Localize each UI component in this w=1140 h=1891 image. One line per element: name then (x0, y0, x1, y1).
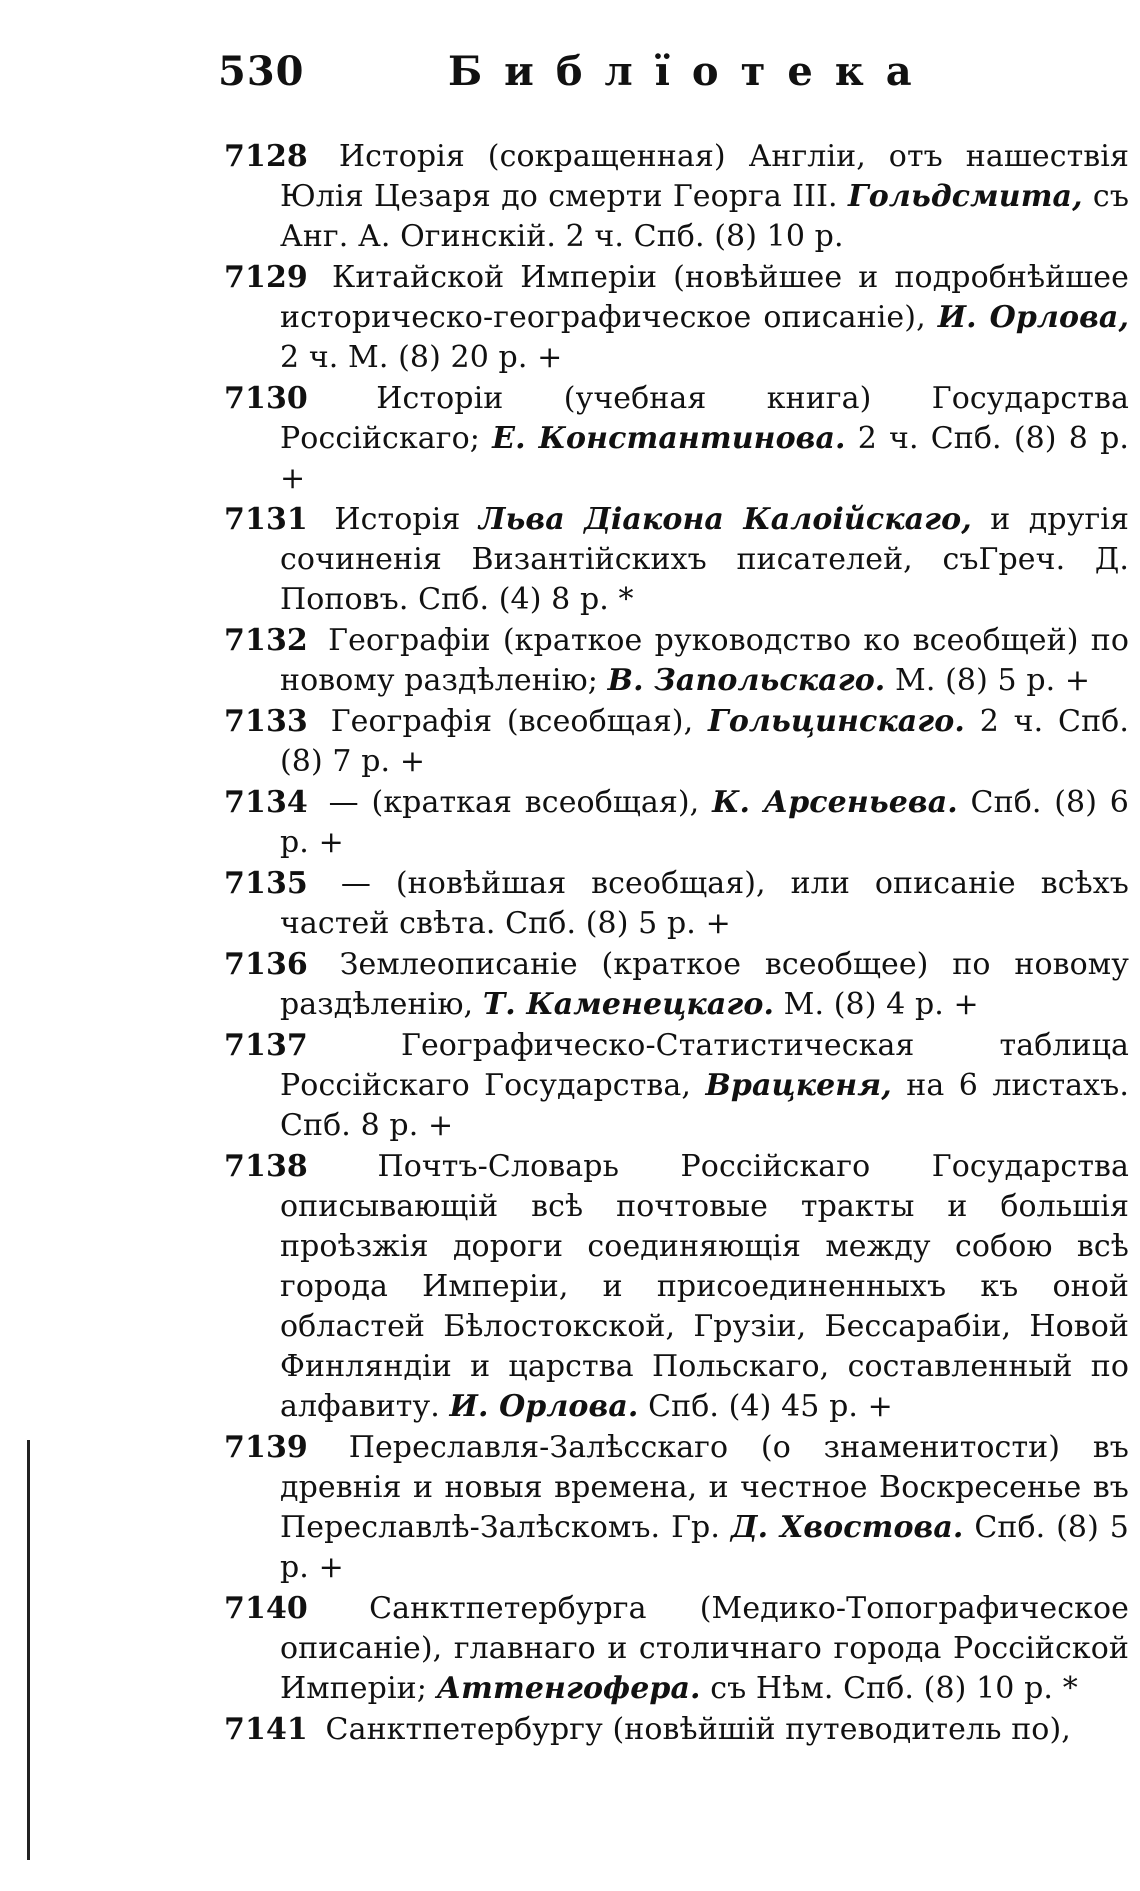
catalog-entry (224, 500, 1129, 620)
entry-publication: 2 ч. Спб. (8) 7 р. + (280, 704, 1129, 779)
entry-publication: Спб. (8) 6 р. + (280, 785, 1129, 860)
entry-author: Льва Діакона Калоійскаго, (478, 502, 972, 537)
entry-number: 7138 (224, 1149, 308, 1184)
entry-author: И. Орлова. (449, 1389, 639, 1424)
entry-publication: М. (8) 5 р. + (895, 663, 1091, 698)
catalog-entry (224, 1710, 1129, 1750)
running-title: Библїотека (448, 48, 934, 95)
entry-publication: М. (8) 4 р. + (783, 987, 979, 1022)
entry-description: — (новѣйшая всеобщая), или описаніе всѣхъ частей свѣта. (280, 866, 1129, 941)
page-header (218, 48, 1128, 108)
catalog-entry (224, 1026, 1129, 1146)
entry-description: Почтъ-Словарь Россійскаго Государства описывающій всѣ почтовые тракты и большія проѣзжія дороги соединяющія между собою всѣ города Имперіи, и присоединенныхъ къ оной областей Бѣлостокской, Грузіи, Бессарабіи, Новой Финляндіи и царства Польскаго, составленный по алфавиту. (280, 1149, 1130, 1424)
catalog-entry (224, 864, 1129, 944)
entry-description: Санктпетербургу (новѣйшій путеводитель по), (325, 1712, 1071, 1747)
catalog-entry (224, 1589, 1129, 1709)
entry-number: 7139 (224, 1430, 308, 1465)
entry-author: Е. Константинова. (492, 421, 846, 456)
catalog-entries (224, 137, 1129, 1751)
entry-number: 7131 (224, 502, 308, 537)
entry-number: 7134 (224, 785, 308, 820)
entry-number: 7135 (224, 866, 308, 901)
entry-author: Аттенгофера. (436, 1671, 701, 1706)
page-number: 530 (218, 48, 305, 95)
entry-author: Гольцинскаго. (708, 704, 965, 739)
entry-publication: Спб. (8) 5 р. + (505, 906, 731, 941)
entry-description: Географія (всеобщая), (330, 704, 694, 739)
entry-number: 7140 (224, 1591, 308, 1626)
entry-number: 7129 (224, 260, 308, 295)
entry-number: 7128 (224, 139, 308, 174)
catalog-entry (224, 258, 1129, 378)
scan-edge-rule (27, 1440, 30, 1860)
catalog-entry (224, 137, 1129, 257)
entry-description: Китайской Имперіи (новѣйшее и подробнѣйшее историческо-географическое описаніе), (280, 260, 1130, 335)
entry-author: Гольдсмита, (847, 179, 1083, 214)
entry-number: 7137 (224, 1028, 308, 1063)
entry-author: В. Запольскаго. (607, 663, 886, 698)
entry-number: 7130 (224, 381, 308, 416)
entry-publication: 2 ч. М. (8) 20 р. + (280, 340, 563, 375)
entry-publication: 2 ч. Спб. (8) 8 р. + (280, 421, 1130, 496)
entry-description: Переславля-Залѣсскаго (о знаменитости) въ древнія и новыя времена, и честное Воскресенье въ Переславлѣ-Залѣскомъ. Гр. (280, 1430, 1129, 1545)
entry-publication: Спб. (8) 5 р. + (280, 1510, 1129, 1585)
entry-description: Географіи (краткое руководство ко всеобщей) по новому раздѣленію; (280, 623, 1130, 698)
catalog-entry (224, 621, 1129, 701)
entry-author: Врацкеня, (705, 1068, 892, 1103)
catalog-entry (224, 1147, 1129, 1427)
entry-author: К. Арсеньева. (712, 785, 958, 820)
entry-description: Исторія (сокращенная) Англіи, отъ нашествія Юлія Цезаря до смерти Георга III. (280, 139, 1129, 214)
entry-publication: съ Анг. А. Огинскій. 2 ч. Спб. (8) 10 р. (280, 179, 1130, 254)
entry-description: Исторіи (учебная книга) Государства Россійскаго; (280, 381, 1129, 456)
entry-number: 7132 (224, 623, 308, 658)
entry-number: 7141 (224, 1712, 308, 1747)
entry-author: И. Орлова, (937, 300, 1129, 335)
catalog-entry (224, 702, 1129, 782)
catalog-entry (224, 945, 1129, 1025)
entry-author: Д. Хвостова. (730, 1510, 964, 1545)
entry-publication: Спб. (4) 45 р. + (648, 1389, 893, 1424)
entry-description: — (краткая всеобщая), (328, 785, 700, 820)
entry-publication: съ Нѣм. Спб. (8) 10 р. * (710, 1671, 1078, 1706)
entry-description: Землеописаніе (краткое всеобщее) по новому раздѣленію, (280, 947, 1129, 1022)
entry-publication: и другія сочиненія Византійскихъ писателей, съГреч. Д. Поповъ. Спб. (4) 8 р. * (280, 502, 1129, 617)
entry-description: Санктпетербурга (Медико-Топографическое описаніе), главнаго и столичнаго города Россійской Имперіи; (280, 1591, 1130, 1706)
catalog-entry (224, 783, 1129, 863)
entry-publication: на 6 листахъ. Спб. 8 р. + (280, 1068, 1130, 1143)
entry-number: 7133 (224, 704, 308, 739)
catalog-entry (224, 379, 1129, 499)
entry-number: 7136 (224, 947, 308, 982)
entry-author: Т. Каменецкаго. (482, 987, 774, 1022)
catalog-entry (224, 1428, 1129, 1588)
entry-description: Географическо-Статистическая таблица Россійскаго Государства, (280, 1028, 1129, 1103)
entry-description: Исторія (334, 502, 461, 537)
